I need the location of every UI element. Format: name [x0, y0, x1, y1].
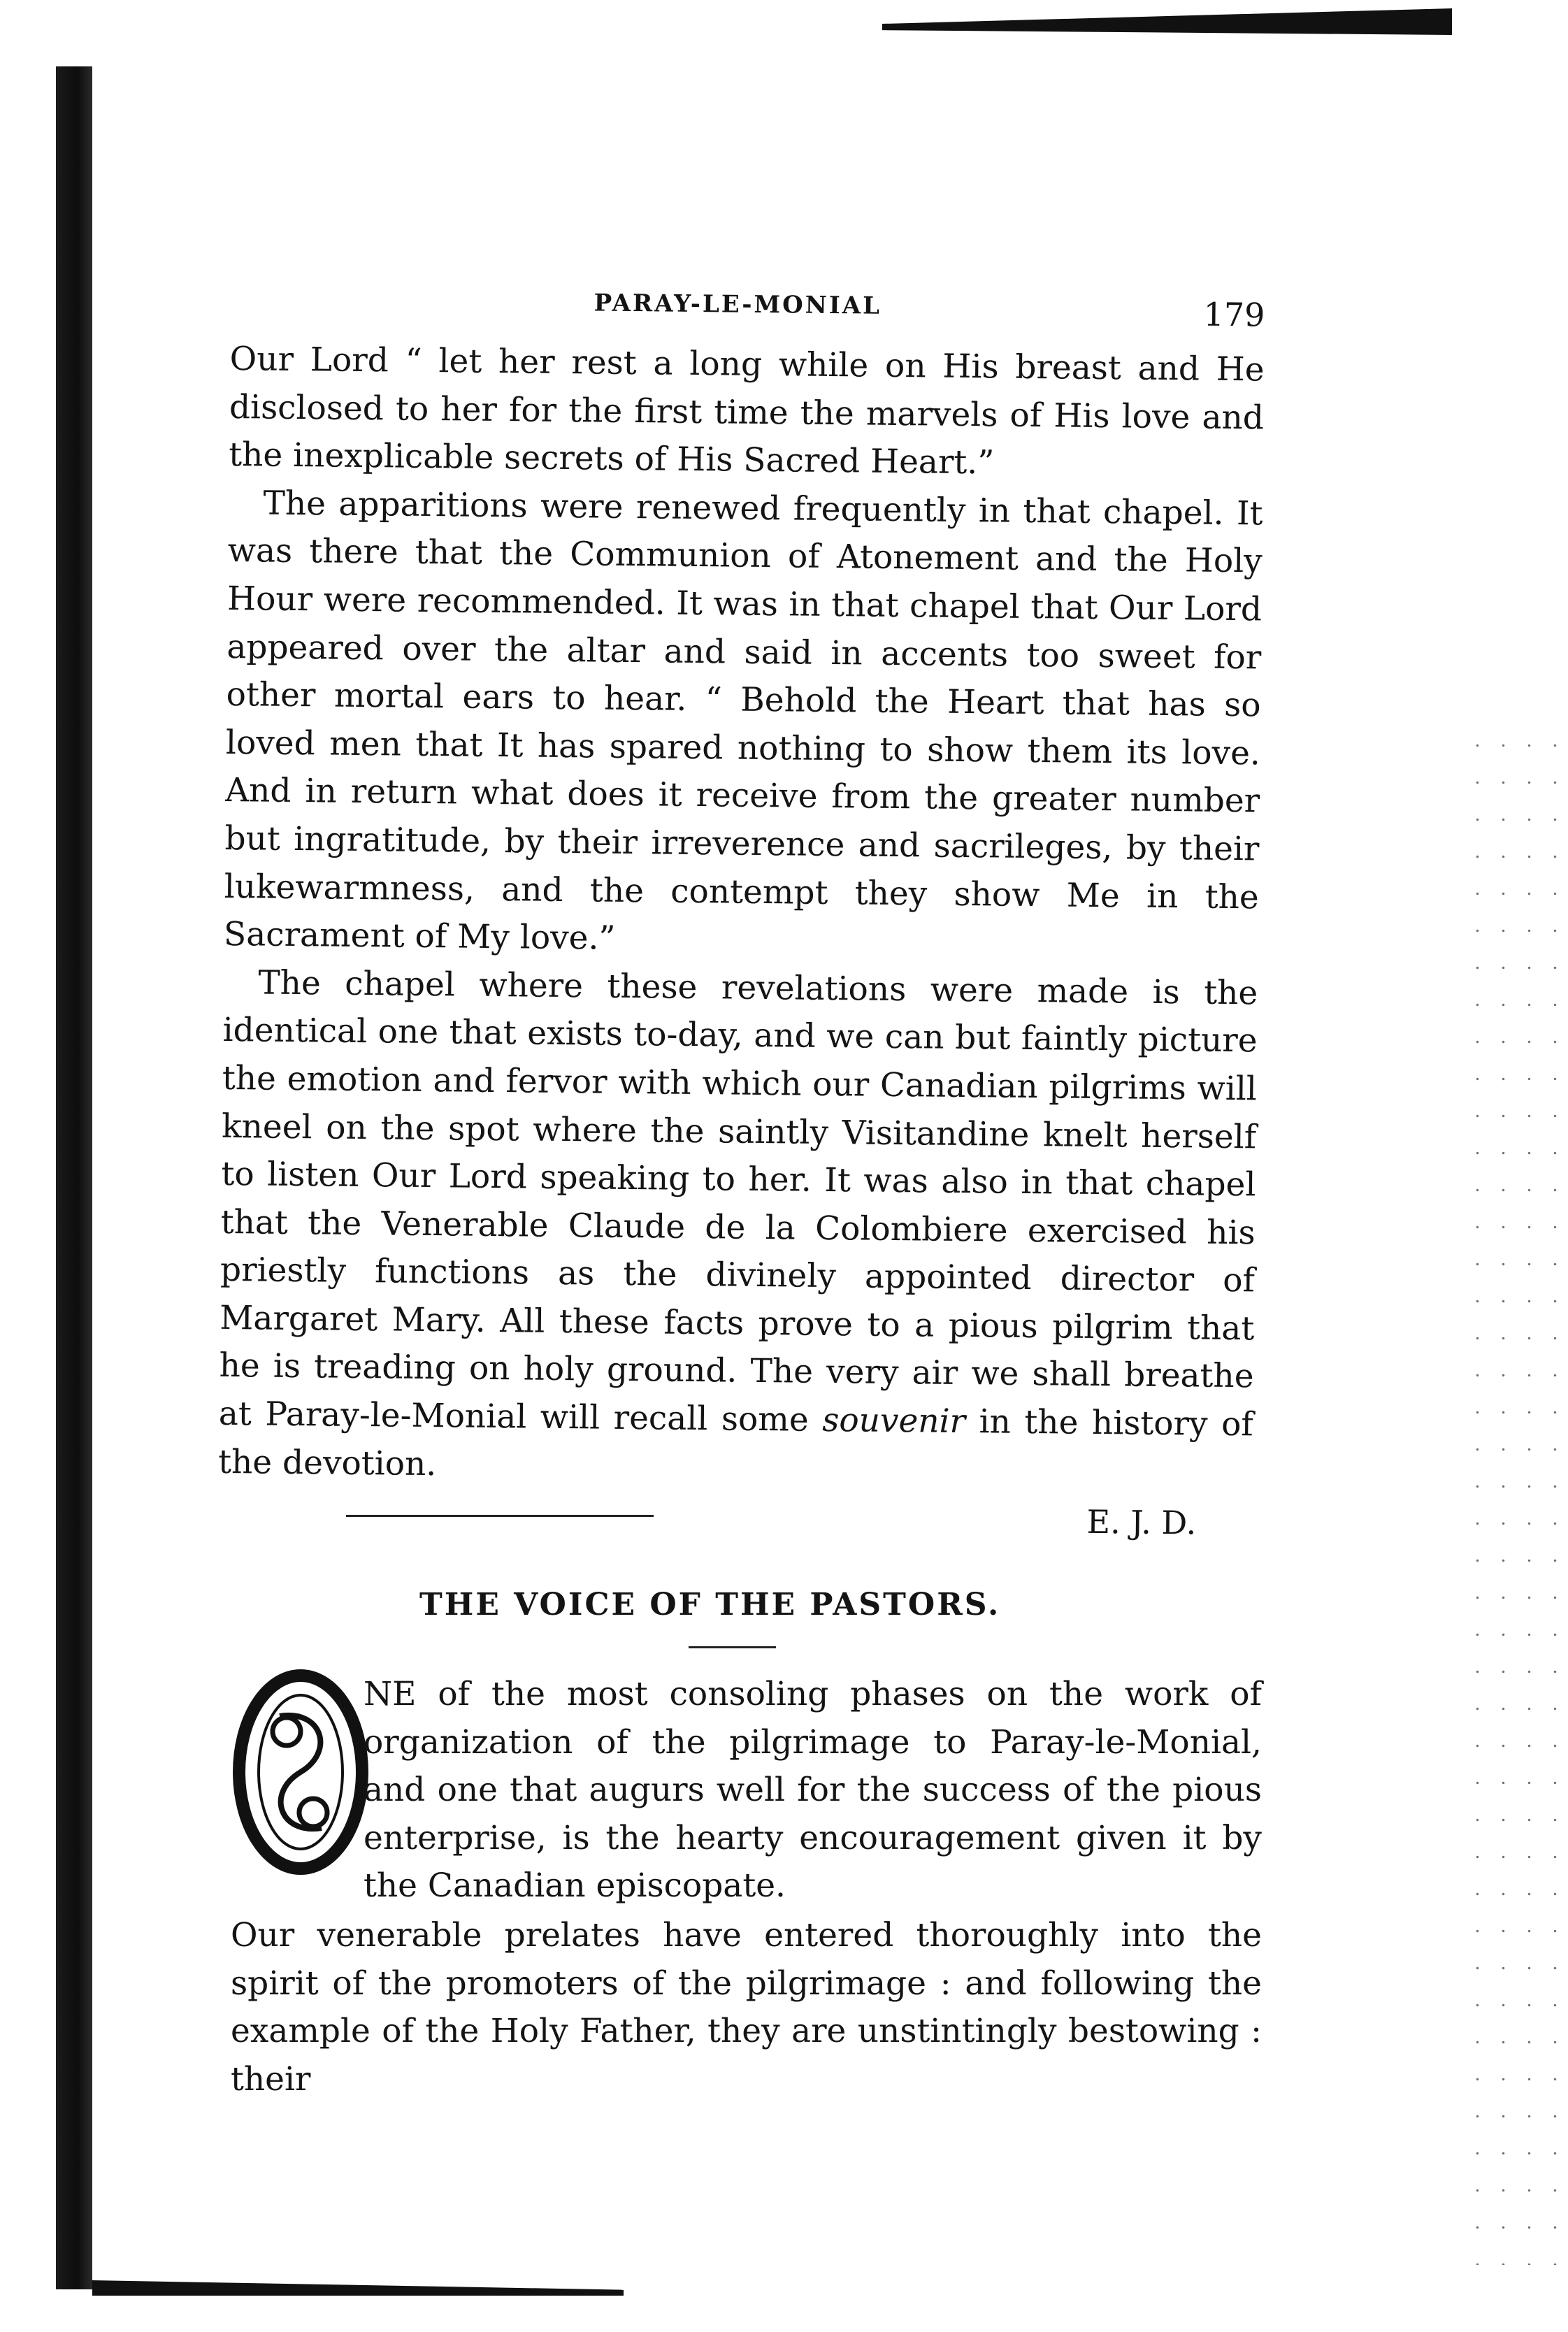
paragraph-3-end: in the history of the devotion.	[217, 1402, 1254, 1483]
running-head	[230, 273, 1265, 346]
paragraph-3	[218, 959, 1258, 1497]
paragraph-2: The apparitions were renewed frequently in that chapel. It was there that the Communion of Atonement and the Holy Hour were recommended. It was in that chapel that Our Lord appeared over the altar and said in accents too sweet for other mortal ears to hear. “ Behold the Heart that has so loved men that It has spared nothing to show them its love. And in return what does it receive from the greater number but ingratitude, by their irreverence and sacrileges, by their lukewarmness, and the contempt they show Me in the Sacrament of My love.”	[223, 484, 1263, 958]
scan-edge-left	[56, 66, 92, 2289]
lead-caps: NE	[364, 1675, 417, 1713]
scan-specks	[1465, 727, 1562, 2265]
title-underline	[689, 1646, 776, 1648]
paragraph-3-text: The chapel where these revelations were made is the identical one that exists to-day, and we can but faintly picture the emotion and fervor with which our Canadian pilgrims will kneel on the spot where the saintly Visitandine knelt herself to listen Our Lord speaking to her. It was also in that chapel that the Venerable Claude de la Colombiere exercised his priestly functions as the divinely appointed director of Margaret Mary. All these facts prove to a pious pilgrim that he is treading on holy ground. The very air we shall breathe at Paray-le-Monial will recall some	[218, 963, 1258, 1439]
scan-edge-bottom	[92, 2280, 624, 2296]
dropcap-o-icon	[231, 1667, 371, 1877]
lead-text: of the most consoling phases on the work of organization of the pilgrimage to Paray-le-Monial, and one that augurs well for the success of the pious enterprise, is the hearty encouragement given it by the Canadian episcopate.	[364, 1675, 1262, 1906]
italic-souvenir: souvenir	[821, 1401, 966, 1441]
running-title: PARAY-LE-MONIAL	[594, 289, 882, 320]
book-page	[217, 273, 1265, 1546]
signature: E. J. D.	[1086, 1503, 1197, 1542]
scan-edge-top	[882, 8, 1452, 35]
section-divider	[346, 1515, 654, 1517]
paragraph-1: Our Lord “ let her rest a long while on His breast and He disclosed to her for the first time the marvels of His love and the inexplicable secrets of His Sacred Heart.”	[228, 339, 1265, 482]
page-number: 179	[1203, 295, 1265, 334]
section-title: THE VOICE OF THE PASTORS.	[419, 1587, 1001, 1622]
section-lead-paragraph	[364, 1671, 1262, 1910]
section-paragraph-continued: Our venerable prelates have entered thoroughly into the spirit of the promoters of the pilgrimage : and following the example of the Holy Father, they are unstintingly bestowing : their	[231, 1916, 1262, 2099]
